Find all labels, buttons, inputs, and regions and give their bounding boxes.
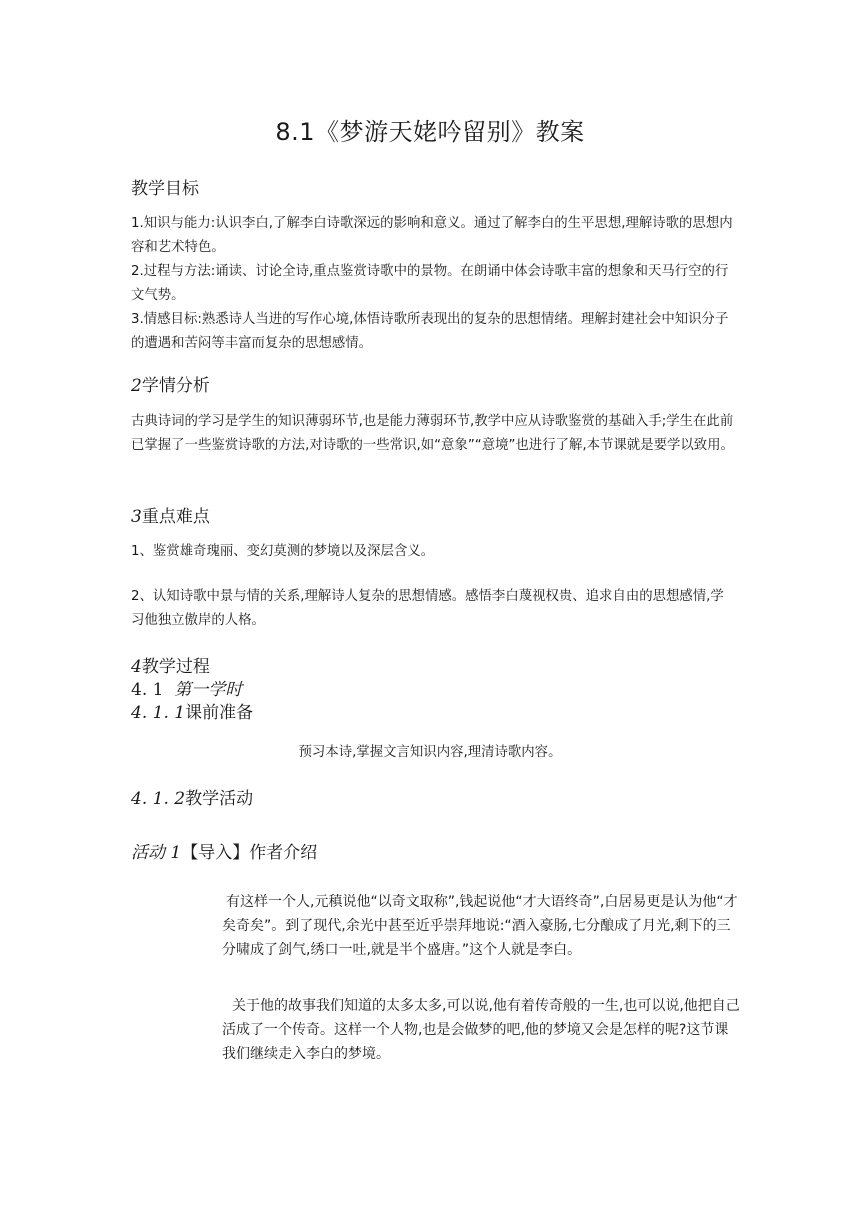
subsection-number: 4. 1. 2 [131,789,186,809]
subheading-preparation [131,698,253,723]
subheading-first-period [131,675,242,700]
key-point-1: 1、鉴赏雄奇瑰丽、变幻莫测的梦境以及深层含义。 [131,544,435,559]
goal-item-1: 1.知识与能力:认识李白,了解李白诗歌深远的影响和意义。通过了解李白的生平思想,理解诗歌的思想内容和艺术特色。 [131,216,733,255]
subsection-label: 第一学时 [174,680,243,700]
intro-paragraph-2: 关于他的故事我们知道的太多太多,可以说,他有着传奇般的一生,也可以说,他把自己活成了一个传奇。这样一个人物,也是会做梦的吧,他的梦境又会是怎样的呢?这节课我们继续走入李白的梦境。 [222,998,740,1062]
key-point-2: 2、认知诗歌中景与情的关系,理解诗人复杂的思想情感。感悟李白蔑视权贵、追求自由的思想感情,学习他独立傲岸的人格。 [131,589,724,628]
section-heading-analysis [131,371,210,396]
section-heading-goals: 教学目标 [131,179,199,199]
goal-item-3: 3.情感目标:熟悉诗人当进的写作心境,体悟诗歌所表现出的复杂的思想情绪。理解封建社会中知识分子的遭遇和苦闷等丰富而复杂的思想感情。 [131,312,729,351]
document-title: 8.1《梦游天姥吟留别》教案 [275,118,585,146]
preparation-text: 预习本诗,掌握文言知识内容,理清诗歌内容。 [298,745,562,760]
subheading-activities [131,784,253,809]
activity-label: 【导入】作者介绍 [181,843,318,863]
subsection-number: 4. 1. 1 [131,703,186,723]
subsection-label: 教学活动 [185,789,254,809]
section-heading-process [131,652,210,677]
activity-number: 活动 1 [131,843,182,863]
goal-item-2: 2.过程与方法:诵读、讨论全诗,重点鉴赏诗歌中的景物。在朗诵中体会诗歌丰富的想象和天马行空的行文气势。 [131,264,729,303]
section-label: 重点难点 [141,507,210,527]
section-heading-key-points [131,502,210,527]
intro-paragraph-1: 有这样一个人,元稹说他“以奇文取称”,钱起说他“才大语终奇”,白居易更是认为他“才矣奇矣”。到了现代,余光中甚至近乎崇拜地说:“酒入豪肠,七分酿成了月光,剩下的三分啸成了剑气,绣口一吐,就是半个盛唐。”这个人就是李白。 [222,894,738,958]
analysis-paragraph: 古典诗词的学习是学生的知识薄弱环节,也是能力薄弱环节,教学中应从诗歌鉴赏的基础入手;学生在此前已掌握了一些鉴赏诗歌的方法,对诗歌的一些常识,如“意象”“意境”也进行了解,本节课就是要学以致用。 [131,414,734,453]
section-number: 3 [131,507,142,527]
activity-heading [131,838,317,863]
section-label: 教学过程 [141,657,210,677]
subsection-number: 4. 1 [131,680,164,700]
section-label: 学情分析 [141,376,210,396]
section-number: 2 [131,376,142,396]
subsection-label: 课前准备 [185,703,254,723]
section-number: 4 [131,657,142,677]
